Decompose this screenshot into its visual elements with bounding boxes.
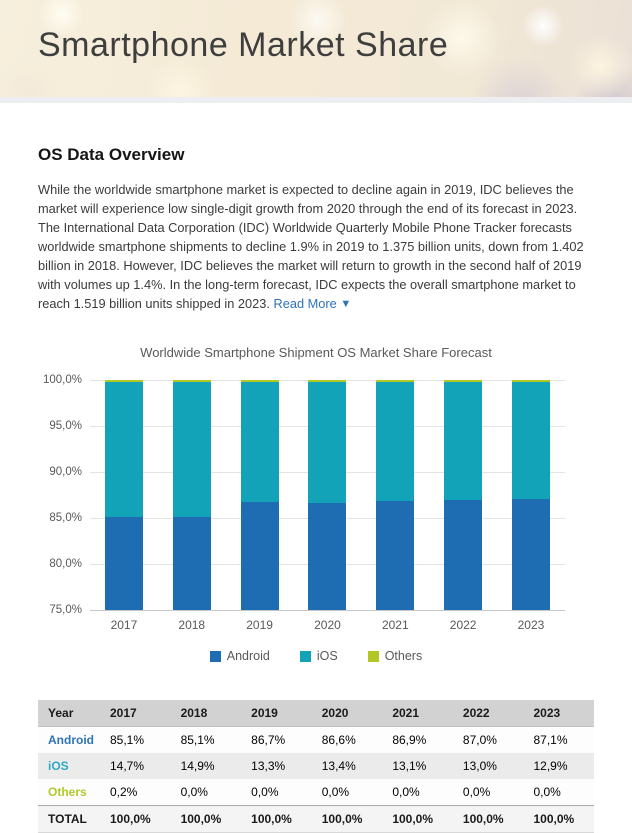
table-cell: 100,0% xyxy=(321,812,363,826)
main-content xyxy=(0,145,632,833)
table-cell: 14,9% xyxy=(180,759,215,773)
stacked-bar-2018 xyxy=(173,380,211,610)
row-label-cell: iOS xyxy=(48,759,69,773)
legend-swatch-icon xyxy=(300,651,311,662)
table-cell: 85,1% xyxy=(110,733,145,747)
table-cell: 100,0% xyxy=(180,812,222,826)
overview-text: While the worldwide smartphone market is expected to decline again in 2019, IDC believes the market will experience low single-digit growth from 2020 through the end of its forecast in 2023. The International Data Corporation (IDC) Worldwide Quarterly Mobile Phone Tracker forecasts worldwide smartphone shipments to decline 1.9% in 2019 to 1.375 billion units, down from 1.402 billion in 2018. However, IDC believes the market will return to growth in the second half of 2019 with volumes up 1.4%. In the long-term forecast, IDC expects the overall smartphone market to reach 1.519 billion units shipped in 2023. xyxy=(38,182,584,311)
legend-item-others xyxy=(368,649,423,663)
stacked-bar-2022 xyxy=(444,380,482,610)
y-tick-label: 90,0% xyxy=(49,466,82,478)
chart-plot-area xyxy=(38,374,594,616)
table-cell: 13,3% xyxy=(251,759,286,773)
y-tick-label: 80,0% xyxy=(49,558,82,570)
bar-segment-ios-2023 xyxy=(512,382,550,499)
x-tick-label: 2020 xyxy=(314,618,341,632)
bar-segment-android-2017 xyxy=(105,517,143,610)
bar-group xyxy=(90,380,565,610)
y-tick-label: 95,0% xyxy=(49,420,82,432)
table-cell: 86,6% xyxy=(321,733,356,747)
header-divider xyxy=(0,97,632,103)
table-cell: 0,0% xyxy=(321,785,350,799)
y-tick-label: 85,0% xyxy=(49,512,82,524)
market-share-table xyxy=(38,700,594,833)
table-header-cell: 2017 xyxy=(100,700,171,727)
table-cell: 0,0% xyxy=(180,785,208,799)
table-cell: 100,0% xyxy=(392,812,434,826)
stacked-bar-2020 xyxy=(308,380,346,610)
x-axis xyxy=(38,618,594,632)
table-row-ios xyxy=(38,753,594,779)
chevron-down-icon: ▼ xyxy=(340,298,352,310)
bar-segment-android-2018 xyxy=(173,517,211,610)
gridline xyxy=(90,610,565,611)
table-cell: 14,7% xyxy=(110,759,145,773)
bar-segment-ios-2021 xyxy=(376,382,414,501)
row-label-cell: Others xyxy=(48,785,87,799)
row-label-cell: TOTAL xyxy=(48,812,87,826)
table-header-cell: 2018 xyxy=(171,700,242,727)
legend-item-ios xyxy=(300,649,338,663)
table-cell: 100,0% xyxy=(251,812,292,826)
x-tick-label: 2022 xyxy=(449,618,477,632)
stacked-bar-2021 xyxy=(376,380,414,610)
x-tick-label: 2021 xyxy=(381,618,409,632)
bar-segment-ios-2018 xyxy=(173,382,211,518)
x-tick-label: 2018 xyxy=(178,618,206,632)
chart-legend xyxy=(38,649,594,663)
legend-label: iOS xyxy=(316,649,338,663)
table-cell: 0,0% xyxy=(533,785,561,799)
table-header-cell: 2021 xyxy=(382,700,453,727)
y-axis xyxy=(38,374,82,616)
x-tick-label: 2017 xyxy=(110,618,138,632)
chart-title: Worldwide Smartphone Shipment OS Market Share Forecast xyxy=(140,345,492,360)
bar-segment-android-2020 xyxy=(308,503,346,610)
x-tick-label: 2023 xyxy=(517,618,545,632)
table-cell: 12,9% xyxy=(533,759,568,773)
bar-segment-android-2022 xyxy=(444,500,482,610)
bar-segment-ios-2017 xyxy=(105,382,143,517)
table-cell: 87,1% xyxy=(533,733,568,747)
table-cell: 85,1% xyxy=(180,733,215,747)
y-tick-label: 100,0% xyxy=(42,374,82,386)
table-header-cell: 2022 xyxy=(453,700,524,727)
table-cell: 13,1% xyxy=(392,759,427,773)
table-header-cell: 2019 xyxy=(241,700,312,727)
legend-swatch-icon xyxy=(210,651,221,662)
chart xyxy=(38,345,594,663)
table-row-others xyxy=(38,779,594,806)
table-header-cell: Year xyxy=(38,700,100,727)
bar-segment-ios-2020 xyxy=(308,382,346,504)
table-cell: 86,7% xyxy=(251,733,286,747)
page-header xyxy=(0,0,632,97)
bar-segment-android-2019 xyxy=(241,502,279,610)
page-title: Smartphone Market Share xyxy=(38,26,449,64)
table-header-row xyxy=(38,700,594,727)
bar-segment-ios-2019 xyxy=(241,382,279,503)
legend-label: Others xyxy=(384,649,423,663)
x-tick-label: 2019 xyxy=(246,618,273,632)
table-cell: 87,0% xyxy=(462,733,497,747)
table-cell: 86,9% xyxy=(392,733,427,747)
overview-paragraph xyxy=(38,180,594,315)
stacked-bar-2023 xyxy=(512,380,550,610)
table-cell: 100,0% xyxy=(533,812,575,826)
legend-swatch-icon xyxy=(368,651,379,662)
table-row-android xyxy=(38,727,594,754)
row-label-cell: Android xyxy=(48,733,94,747)
legend-item-android xyxy=(210,649,270,663)
table-cell: 0,0% xyxy=(462,785,491,799)
table-cell: 100,0% xyxy=(462,812,504,826)
table-cell: 0,0% xyxy=(392,785,420,799)
bar-segment-android-2023 xyxy=(512,499,550,610)
table-cell: 13,4% xyxy=(321,759,356,773)
bar-segment-android-2021 xyxy=(376,501,414,610)
plot xyxy=(90,380,565,610)
y-tick-label: 75,0% xyxy=(49,604,82,616)
table-cell: 100,0% xyxy=(110,812,151,826)
table-cell: 0,2% xyxy=(110,785,138,799)
bar-segment-ios-2022 xyxy=(444,382,482,500)
table-cell: 0,0% xyxy=(251,785,279,799)
stacked-bar-2019 xyxy=(241,380,279,610)
table-row-total xyxy=(38,806,594,833)
section-heading: OS Data Overview xyxy=(38,145,185,164)
read-more-link[interactable] xyxy=(274,296,352,311)
table-header-cell: 2020 xyxy=(312,700,383,727)
table-cell: 13,0% xyxy=(462,759,497,773)
stacked-bar-2017 xyxy=(105,380,143,610)
table-header-cell: 2023 xyxy=(523,700,594,727)
read-more-label: Read More xyxy=(273,296,337,311)
legend-label: Android xyxy=(226,649,270,663)
